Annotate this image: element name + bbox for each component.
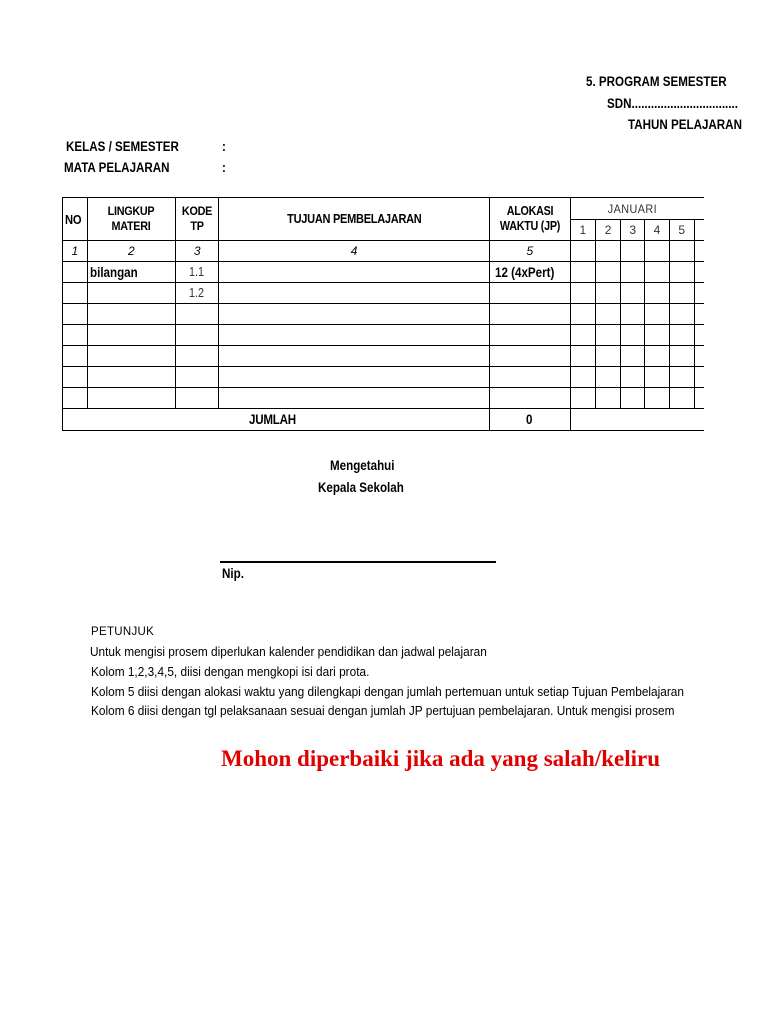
cell-lingkup[interactable]: bilangan <box>87 262 175 283</box>
week-3: 3 <box>621 220 645 241</box>
index-cell <box>694 241 704 262</box>
table-row <box>63 325 705 346</box>
cell-week[interactable] <box>694 325 704 346</box>
cell-week[interactable] <box>621 283 645 304</box>
header-tujuan: TUJUAN PEMBELAJARAN <box>219 198 489 241</box>
header-month: JANUARI <box>570 198 704 220</box>
cell-week[interactable] <box>570 262 595 283</box>
cell-week[interactable] <box>669 262 694 283</box>
prosem-table <box>62 197 704 431</box>
cell-week[interactable] <box>570 304 595 325</box>
cell-lingkup[interactable] <box>87 283 175 304</box>
cell-week[interactable] <box>694 388 704 409</box>
cell-alokasi[interactable] <box>489 325 570 346</box>
kelas-label: KELAS / SEMESTER <box>66 139 179 154</box>
cell-week[interactable] <box>694 262 704 283</box>
cell-no[interactable] <box>63 346 88 367</box>
week-1: 1 <box>570 220 595 241</box>
academic-year: TAHUN PELAJARAN <box>628 117 742 132</box>
table-row <box>63 346 705 367</box>
cell-week[interactable] <box>621 346 645 367</box>
table-row <box>63 262 705 283</box>
cell-week[interactable] <box>645 325 669 346</box>
cell-week[interactable] <box>669 388 694 409</box>
signature-line <box>220 561 496 563</box>
doc-title: 5. PROGRAM SEMESTER <box>586 74 727 89</box>
total-value: 0 <box>489 409 570 431</box>
cell-kode[interactable] <box>175 367 219 388</box>
cell-week[interactable] <box>595 283 620 304</box>
kepala-sekolah-label: Kepala Sekolah <box>318 480 404 495</box>
cell-week[interactable] <box>645 367 669 388</box>
cell-no[interactable] <box>63 367 88 388</box>
cell-week[interactable] <box>669 283 694 304</box>
cell-kode[interactable]: 1.2 <box>175 283 219 304</box>
cell-alokasi[interactable] <box>489 346 570 367</box>
cell-tujuan[interactable] <box>219 262 489 283</box>
cell-lingkup[interactable] <box>87 367 175 388</box>
petunjuk-line-4: Kolom 6 diisi dengan tgl pelaksanaan sesuai dengan jumlah JP pertujuan pembelajaran. Untuk mengisi prosem <box>91 704 675 718</box>
cell-week[interactable] <box>595 346 620 367</box>
index-4: 4 <box>219 241 489 262</box>
cell-week[interactable] <box>595 388 620 409</box>
cell-week[interactable] <box>694 283 704 304</box>
cell-lingkup[interactable] <box>87 325 175 346</box>
index-cell <box>669 241 694 262</box>
cell-week[interactable] <box>570 388 595 409</box>
cell-week[interactable] <box>645 388 669 409</box>
petunjuk-title: PETUNJUK <box>91 626 155 638</box>
cell-week[interactable] <box>570 325 595 346</box>
header-alokasi: ALOKASI WAKTU (JP) <box>489 198 570 241</box>
cell-week[interactable] <box>570 346 595 367</box>
correction-notice: Mohon diperbaiki jika ada yang salah/keliru <box>221 746 661 771</box>
table-row <box>63 283 705 304</box>
table-row <box>63 388 705 409</box>
cell-alokasi[interactable] <box>489 283 570 304</box>
cell-week[interactable] <box>669 367 694 388</box>
cell-week[interactable] <box>621 367 645 388</box>
mapel-label: MATA PELAJARAN <box>64 160 170 175</box>
header-no: NO <box>63 198 88 241</box>
total-label: JUMLAH <box>63 409 490 431</box>
cell-no[interactable] <box>63 304 88 325</box>
cell-week[interactable] <box>570 367 595 388</box>
petunjuk-line-3: Kolom 5 diisi dengan alokasi waktu yang dilengkapi dengan jumlah pertemuan untuk setiap Tujuan Pembelajaran <box>91 685 684 699</box>
cell-week[interactable] <box>595 304 620 325</box>
index-cell <box>645 241 669 262</box>
cell-no[interactable] <box>63 262 88 283</box>
cell-kode[interactable] <box>175 388 219 409</box>
cell-week[interactable] <box>621 325 645 346</box>
cell-tujuan[interactable] <box>219 304 489 325</box>
cell-no[interactable] <box>63 388 88 409</box>
cell-kode[interactable] <box>175 325 219 346</box>
cell-week[interactable] <box>645 283 669 304</box>
header-lingkup: LINGKUP MATERI <box>87 198 175 241</box>
index-3: 3 <box>175 241 219 262</box>
cell-week[interactable] <box>621 388 645 409</box>
cell-week[interactable] <box>694 346 704 367</box>
cell-alokasi[interactable] <box>489 304 570 325</box>
cell-week[interactable] <box>621 304 645 325</box>
cell-kode[interactable] <box>175 346 219 367</box>
cell-week[interactable] <box>595 325 620 346</box>
cell-lingkup[interactable] <box>87 304 175 325</box>
kelas-colon: : <box>222 139 226 154</box>
week-extra <box>694 220 704 241</box>
index-cell <box>570 241 595 262</box>
cell-alokasi[interactable] <box>489 388 570 409</box>
school-name: SDN................................. <box>607 96 738 111</box>
cell-tujuan[interactable] <box>219 388 489 409</box>
cell-week[interactable] <box>694 304 704 325</box>
table-row <box>63 367 705 388</box>
cell-kode[interactable]: 1.1 <box>175 262 219 283</box>
cell-week[interactable] <box>595 262 620 283</box>
petunjuk-line-1: Untuk mengisi prosem diperlukan kalender pendidikan dan jadwal pelajaran <box>90 645 487 659</box>
petunjuk-line-2: Kolom 1,2,3,4,5, diisi dengan mengkopi isi dari prota. <box>91 665 370 679</box>
week-5: 5 <box>669 220 694 241</box>
total-weeks <box>570 409 704 431</box>
index-cell <box>595 241 620 262</box>
cell-week[interactable] <box>621 262 645 283</box>
cell-week[interactable] <box>595 367 620 388</box>
cell-tujuan[interactable] <box>219 346 489 367</box>
cell-week[interactable] <box>645 304 669 325</box>
index-cell <box>621 241 645 262</box>
header-kode: KODE TP <box>175 198 219 241</box>
cell-kode[interactable] <box>175 304 219 325</box>
index-2: 2 <box>87 241 175 262</box>
cell-lingkup[interactable] <box>87 346 175 367</box>
table-row <box>63 304 705 325</box>
cell-tujuan[interactable] <box>219 325 489 346</box>
week-2: 2 <box>595 220 620 241</box>
cell-no[interactable] <box>63 325 88 346</box>
cell-week[interactable] <box>570 283 595 304</box>
index-5: 5 <box>489 241 570 262</box>
cell-lingkup[interactable] <box>87 388 175 409</box>
cell-no[interactable] <box>63 283 88 304</box>
cell-tujuan[interactable] <box>219 367 489 388</box>
cell-week[interactable] <box>669 325 694 346</box>
cell-alokasi[interactable]: 12 (4xPert) <box>489 262 570 283</box>
nip-label: Nip. <box>222 566 244 581</box>
mengetahui-label: Mengetahui <box>330 458 395 473</box>
week-4: 4 <box>645 220 669 241</box>
cell-week[interactable] <box>669 346 694 367</box>
cell-week[interactable] <box>645 346 669 367</box>
cell-week[interactable] <box>645 262 669 283</box>
total-row <box>63 409 705 431</box>
index-1: 1 <box>63 241 88 262</box>
cell-week[interactable] <box>694 367 704 388</box>
cell-tujuan[interactable] <box>219 283 489 304</box>
cell-week[interactable] <box>669 304 694 325</box>
mapel-colon: : <box>222 160 226 175</box>
cell-alokasi[interactable] <box>489 367 570 388</box>
